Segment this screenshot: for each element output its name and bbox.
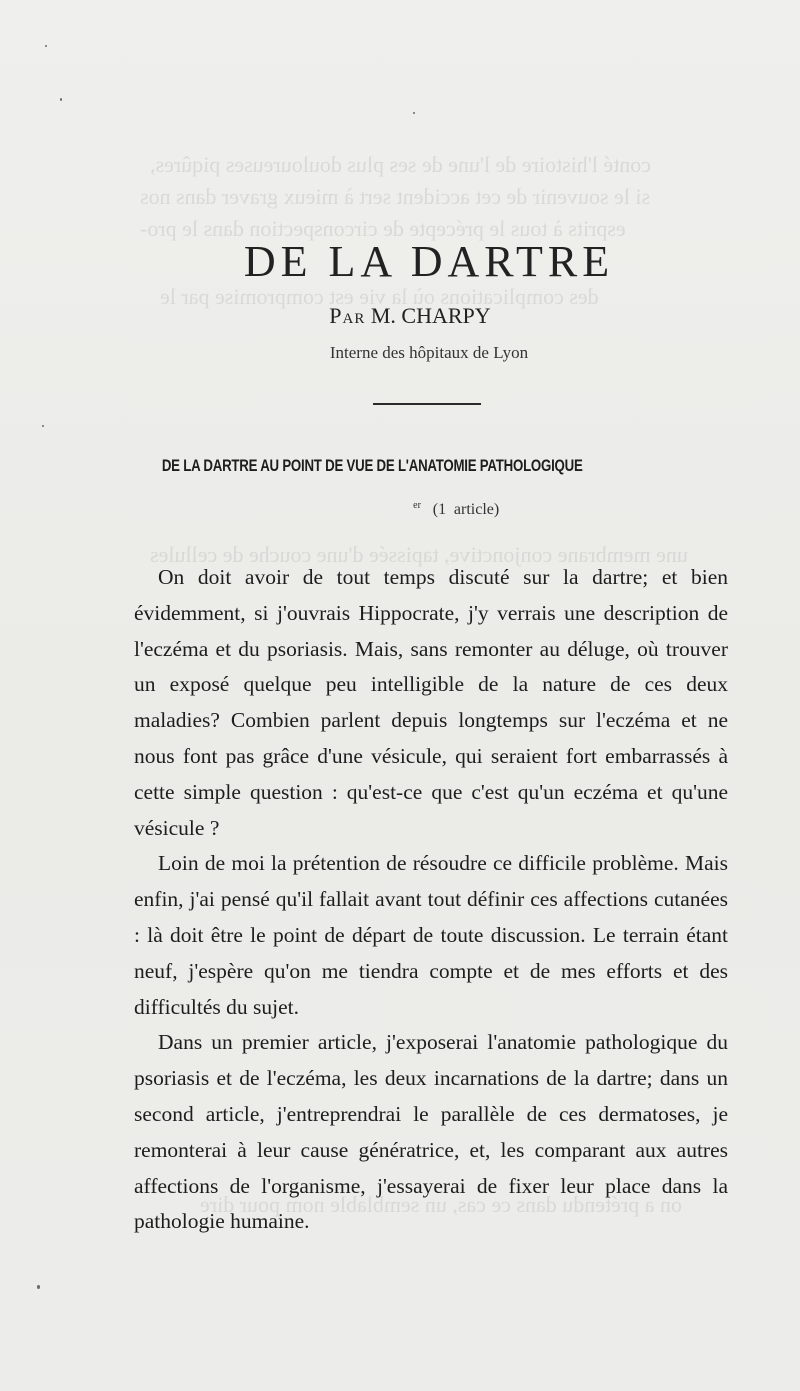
paragraph: Loin de moi la prétention de résoudre ce difficile problème. Mais enfin, j'ai pensé qu'il fallait avant tout définir ces affections cutanées : là doit être le point de départ de toute discussion. Le terrain étant neuf, j'espère qu'on me tiendra compte et de mes efforts et des difficultés du sujet. bbox=[134, 851, 728, 1019]
show-through-text: on a prétendu dans ce cas, un semblable nom pour dire bbox=[200, 1192, 683, 1217]
show-through-text: si le souvenir de cet accident sert à mieux graver dans nos bbox=[140, 184, 651, 209]
paragraph: On doit avoir de tout temps discuté sur la dartre; et bien évidemment, si j'ouvrais Hippocrate, j'y verrais une description de l'eczéma et du psoriasis. Mais, sans remonter au déluge, où trouver un exposé quelque peu intelligible de la nature de ces deux maladies? Combien parlent depuis longtemps sur l'eczéma et ne nous font pas grâce d'une vésicule, qui seraient fort embarrassés à cette simple question : qu'est-ce que c'est qu'un eczéma et qu'une vésicule ? bbox=[134, 565, 728, 840]
author-affiliation: Interne des hôpitaux de Lyon bbox=[329, 343, 529, 362]
page-title: DE LA DARTRE bbox=[243, 237, 615, 286]
section-heading: DE LA DARTRE AU POINT DE VUE DE L'ANATOMIE PATHOLOGIQUE bbox=[161, 456, 583, 475]
scan-speck bbox=[42, 425, 44, 427]
show-through-text: une membrane conjonctive, tapissée d'une couche de cellules bbox=[150, 542, 688, 567]
show-through-text: esprits à tous le précepte de circonspection dans le pro- bbox=[140, 216, 626, 241]
article-note-sup: er bbox=[413, 500, 421, 511]
scan-speck bbox=[60, 98, 62, 101]
paragraph: Dans un premier article, j'exposerai l'anatomie pathologique du psoriasis et de l'eczéma, les deux incarnations de la dartre; dans un second article, j'entreprendrai le parallèle de ces dermatoses, je remonterai à leur cause génératrice, et, les comparant aux autres affections de l'organisme, j'essayerai de fixer leur place dans la pathologie humaine. bbox=[134, 1030, 728, 1234]
article-note-open: (1 bbox=[432, 501, 447, 519]
body-text bbox=[134, 560, 728, 1240]
show-through-text: des complications où la vie est compromise par le bbox=[160, 284, 599, 309]
article-note bbox=[0, 500, 800, 519]
article-note-close: article) bbox=[453, 501, 500, 519]
show-through-text: conté l'histoire de l'une de ses plus douloureuses piqûres, bbox=[150, 152, 651, 177]
section-divider bbox=[373, 403, 481, 405]
byline-author: M. CHARPY bbox=[370, 303, 491, 328]
scan-speck bbox=[413, 112, 415, 114]
scan-speck bbox=[37, 1285, 40, 1289]
byline-prefix: Par bbox=[329, 303, 366, 328]
byline bbox=[10, 303, 800, 329]
scan-speck bbox=[45, 45, 47, 47]
